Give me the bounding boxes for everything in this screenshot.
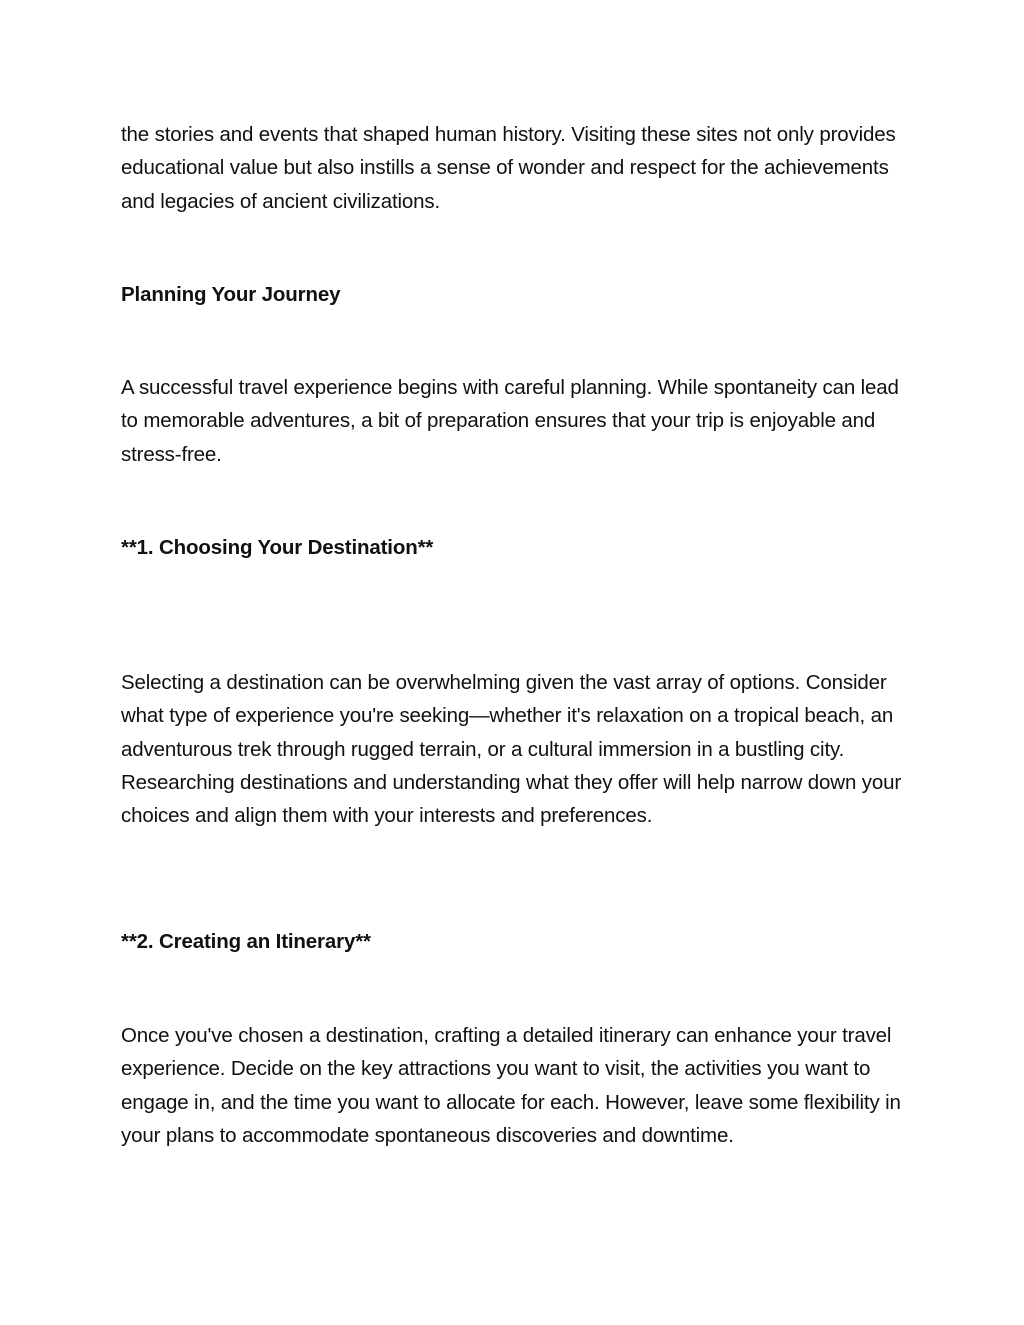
- section-heading-destination: **1. Choosing Your Destination**: [121, 536, 434, 559]
- paragraph-itinerary: Once you've chosen a destination, crafting a detailed itinerary can enhance your travel experience. Decide on the key attractions you want to visit, the activities you want to engage in, and the time you want to allocate for each. However, leave some flexibility in your plans to accommodate spontaneous discoveries and downtime.: [121, 1024, 901, 1147]
- section-heading-itinerary: **2. Creating an Itinerary**: [121, 930, 371, 953]
- paragraph-destination: Selecting a destination can be overwhelming given the vast array of options. Consider what type of experience you're seeking—whether it's relaxation on a tropical beach, an adventurous trek through rugged terrain, or a cultural immersion in a bustling city. Researching destinations and understanding what they offer will help narrow down your choices and align them with your interests and preferences.: [121, 671, 902, 828]
- paragraph-intro: the stories and events that shaped human history. Visiting these sites not only provides educational value but also instills a sense of wonder and respect for the achievements and legacies of ancient civilizations.: [121, 123, 896, 213]
- section-heading-planning: Planning Your Journey: [121, 283, 341, 306]
- paragraph-planning: A successful travel experience begins with careful planning. While spontaneity can lead to memorable adventures, a bit of preparation ensures that your trip is enjoyable and stress-free.: [121, 376, 899, 466]
